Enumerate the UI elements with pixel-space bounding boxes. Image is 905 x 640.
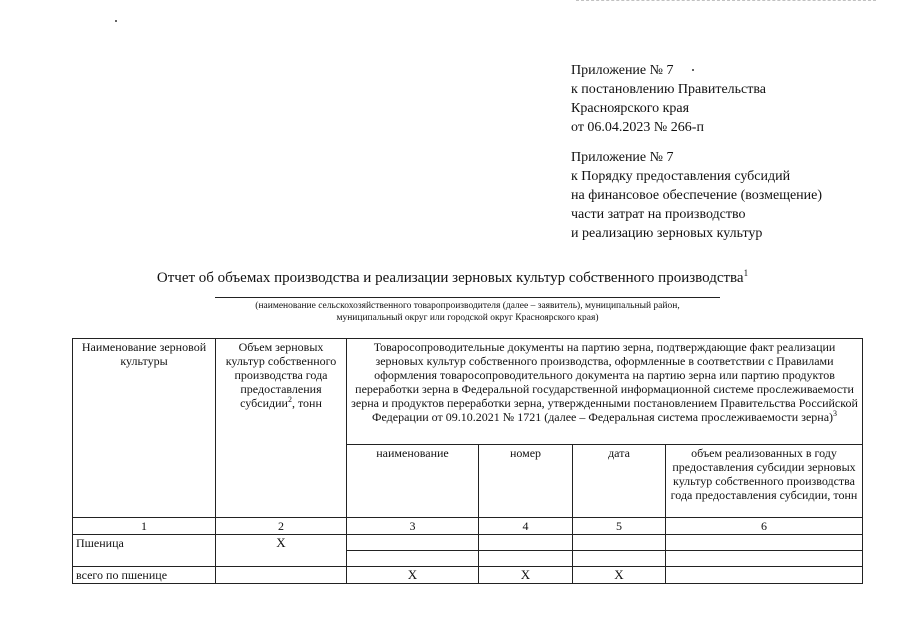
empty-cell bbox=[666, 567, 863, 584]
header-crop-name bbox=[73, 339, 216, 518]
applicant-caption bbox=[200, 300, 735, 324]
appendix-line: от 06.04.2023 № 266-п bbox=[571, 120, 704, 135]
table-header-row bbox=[73, 339, 863, 445]
column-number: 3 bbox=[347, 518, 479, 535]
table-row bbox=[73, 535, 863, 551]
header-text: Наименование зерновой культуры bbox=[81, 340, 207, 368]
empty-cell bbox=[666, 535, 863, 551]
column-number-row bbox=[73, 518, 863, 535]
header-volume bbox=[216, 339, 347, 518]
appendix-line: и реализацию зерновых культур bbox=[571, 226, 763, 241]
header-text: Товаросопроводительные документы на партию зерна, подтверждающие факт реализации зерновых культур собственного производства, оформленные в соответствии с Правилами оформления товаросопроводительного документа на партию зерна или партию продуктов переработки зерна в Федеральной государственной информационной системе прослеживаемости зерна и продуктов переработки зерна, утвержденными постановлением Правительства Российской Федерации от 09.10.2021 № 1721 (далее – Федеральная система прослеживаемости зерна) bbox=[351, 340, 858, 424]
header-documents bbox=[347, 339, 863, 445]
appendix-line: на финансовое обеспечение (возмещение) bbox=[571, 188, 823, 203]
appendix-block-procedure bbox=[571, 148, 822, 243]
empty-cell bbox=[479, 535, 573, 551]
column-number: 1 bbox=[73, 518, 216, 535]
footnote-mark: 3 bbox=[833, 409, 838, 418]
subheader-name: наименование bbox=[347, 445, 479, 518]
report-title bbox=[0, 270, 905, 287]
empty-cell bbox=[573, 535, 666, 551]
x-mark-cell: Х bbox=[479, 567, 573, 584]
scan-artifact bbox=[576, 0, 876, 3]
scan-speck bbox=[115, 20, 117, 22]
header-text: , тонн bbox=[291, 396, 322, 410]
footnote-mark: 2 bbox=[287, 395, 292, 404]
column-number: 5 bbox=[573, 518, 666, 535]
subheader-volume: объем реализованных в году предоставления субсидии зерновых культур собственного производства года предоставления субсидии, тонн bbox=[666, 445, 863, 518]
x-mark-cell: Х bbox=[347, 567, 479, 584]
appendix-line: к постановлению Правительства bbox=[571, 82, 767, 97]
report-table bbox=[72, 338, 863, 584]
appendix-line: Приложение № 7 bbox=[571, 150, 674, 165]
caption-line: муниципальный округ или городской округ Красноярского края) bbox=[336, 313, 599, 323]
total-label-cell: всего по пшенице bbox=[73, 567, 216, 584]
applicant-name-line bbox=[215, 297, 720, 298]
subheader-date: дата bbox=[573, 445, 666, 518]
appendix-line: части затрат на производство bbox=[571, 207, 746, 222]
empty-cell bbox=[347, 535, 479, 551]
caption-line: (наименование сельскохозяйственного товаропроизводителя (далее – заявитель), муниципальный район, bbox=[255, 301, 680, 311]
appendix-line: к Порядку предоставления субсидий bbox=[571, 169, 791, 184]
empty-cell bbox=[666, 551, 863, 567]
appendix-block-resolution bbox=[571, 61, 766, 137]
report-title-text: Отчет об объемах производства и реализации зерновых культур собственного производства bbox=[156, 270, 744, 286]
table-total-row bbox=[73, 567, 863, 584]
appendix-line: Красноярского края bbox=[571, 101, 690, 116]
x-mark-cell: Х bbox=[216, 535, 347, 567]
column-number: 4 bbox=[479, 518, 573, 535]
empty-cell bbox=[479, 551, 573, 567]
column-number: 6 bbox=[666, 518, 863, 535]
empty-cell bbox=[573, 551, 666, 567]
empty-cell bbox=[216, 567, 347, 584]
footnote-mark: 1 bbox=[743, 268, 749, 278]
empty-cell bbox=[347, 551, 479, 567]
appendix-line: Приложение № 7 bbox=[571, 63, 674, 78]
column-number: 2 bbox=[216, 518, 347, 535]
subheader-number: номер bbox=[479, 445, 573, 518]
x-mark-cell: Х bbox=[573, 567, 666, 584]
header-text: Объем зерновых культур собственного производства года предоставления субсидии bbox=[225, 340, 337, 410]
crop-name-cell: Пшеница bbox=[73, 535, 216, 567]
